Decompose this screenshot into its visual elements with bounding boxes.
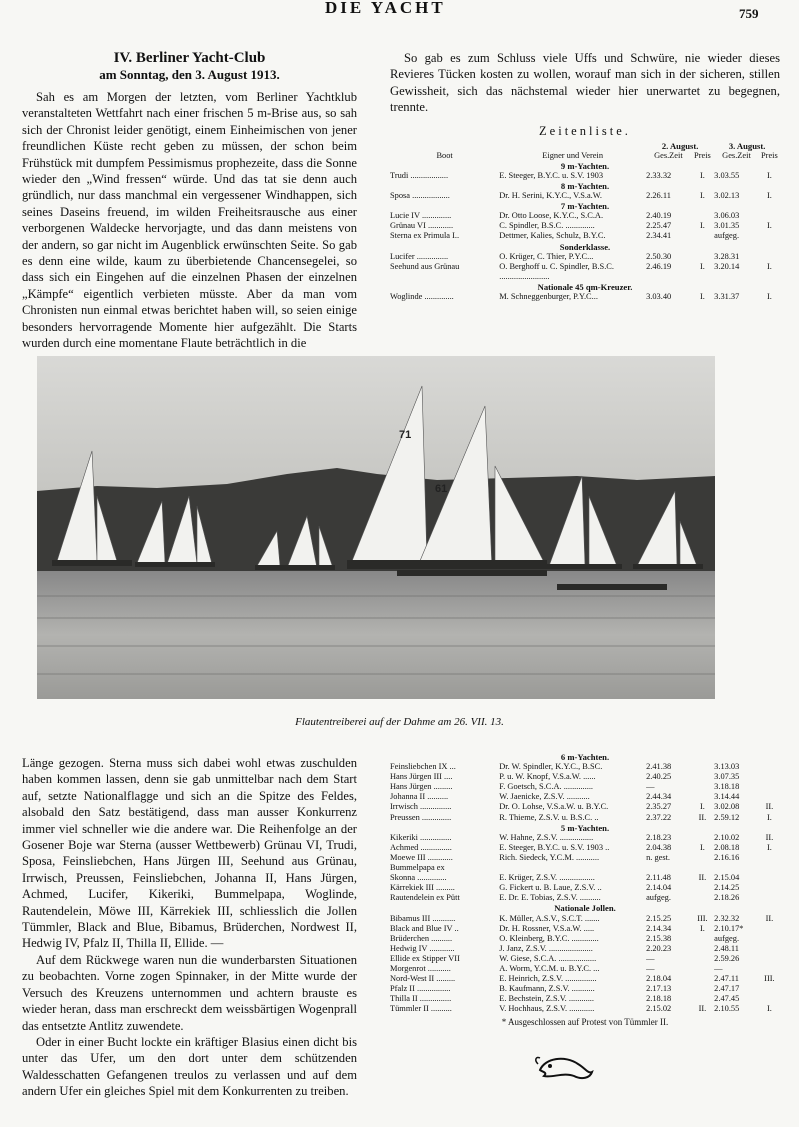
total-time-2-cell: 2.48.11 (714, 943, 739, 953)
article-subtitle: am Sonntag, den 3. August 1913. (99, 67, 280, 82)
total-time-2-cell: 3.02.13 (714, 191, 740, 201)
prize-2-cell: II. (765, 802, 774, 812)
total-time-1-cell: n. gest. (646, 852, 671, 862)
boat-name-cell: Kärrekiek III ......... (390, 883, 455, 893)
results-row (390, 211, 780, 221)
prize-2-cell (759, 984, 780, 994)
results-class-heading-row (390, 242, 780, 252)
total-time-1-cell: 2.15.02 (646, 1004, 672, 1014)
total-time-1-cell: 2.50.30 (646, 251, 672, 261)
boat-name-cell: Skonna .............. (390, 873, 447, 883)
results-row (390, 191, 780, 201)
owner-club-cell: W. Jaenicke, Z.S.V. ........... (499, 792, 590, 802)
prize-2-cell: I. (766, 292, 772, 302)
boat-name-cell: Lucifer ............... (390, 251, 449, 261)
total-time-2-cell (714, 863, 759, 873)
owner-club-cell: E. Krüger, Z.S.V. ................. (499, 873, 595, 883)
total-time-1-cell: aufgeg. (646, 893, 671, 903)
prize-1-cell (691, 944, 714, 954)
date-column-2: 3. August. (728, 140, 766, 151)
prize-2-cell: I. (766, 170, 772, 180)
boat-name-cell: Sterna ex Primula I.. (390, 231, 460, 241)
column-header-prize-2: Preis (761, 150, 778, 160)
prize-2-cell (759, 924, 780, 934)
results-row (390, 873, 780, 883)
prize-2-cell (759, 863, 780, 873)
regatta-photo-image (37, 356, 715, 699)
results-class-heading-row (390, 161, 780, 171)
prize-2-cell (759, 893, 780, 903)
total-time-2-cell: 3.31.37 (714, 292, 740, 302)
boat-name-cell: Lucie IV .............. (390, 211, 452, 221)
owner-club-cell: M. Schneggenburger, P.Y.C... (499, 292, 598, 302)
prize-1-cell (691, 974, 714, 984)
boat-name-cell: Kikeriki ............... (390, 832, 452, 842)
boat-name-cell: Hans Jürgen ......... (390, 782, 453, 792)
results-header-row (390, 151, 780, 161)
prize-2-cell (759, 211, 780, 221)
total-time-1-cell: 2.18.04 (646, 974, 672, 984)
prize-1-cell: II. (698, 812, 707, 822)
prize-2-cell (759, 873, 780, 883)
total-time-2-cell: 3.03.55 (714, 170, 740, 180)
prize-1-cell: I. (699, 842, 705, 852)
owner-club-cell: F. Goetsch, S.C.A. .............. (499, 782, 594, 792)
total-time-2-cell: 3.02.08 (714, 802, 740, 812)
owner-club-cell: Dr. H. Serini, K.Y.C., V.S.a.W. (499, 191, 602, 201)
results-row (390, 813, 780, 823)
total-time-2-cell: 2.10.17* (714, 923, 744, 933)
total-time-2-cell: 3.01.35 (714, 221, 740, 231)
total-time-1-cell: 2.18.23 (646, 832, 672, 842)
prize-1-cell: I. (699, 221, 705, 231)
owner-club-cell: E. Steeger, B.Y.C. u. S.V. 1903 (499, 170, 604, 180)
owner-club-cell: P. u. W. Knopf, V.S.a.W. ...... (499, 772, 596, 782)
results-class-heading-row (390, 181, 780, 191)
sail-number-label: 61 (435, 483, 448, 495)
total-time-1-cell: 2.40.25 (646, 772, 672, 782)
owner-club-cell: A. Worm, Y.C.M. u. B.Y.C. ... (499, 963, 600, 973)
prize-1-cell (691, 954, 714, 964)
prize-2-cell (759, 792, 780, 802)
total-time-2-cell: 3.28.31 (714, 251, 740, 261)
owner-club-cell: W. Giese, S.C.A. .................. (499, 953, 597, 963)
prize-1-cell (691, 833, 714, 843)
results-row (390, 944, 780, 954)
total-time-2-cell: 2.47.11 (714, 974, 739, 984)
article-paragraph: Länge gezogen. Sterna muss sich dabei wohl etwas zuschulden haben kommen lassen, denn sie gab unmittelbar nach dem Start auf, setzte Nationalflagge und sich an die Spitze des Feldes, alsobald den Satz bestätigend, dass man ausser Konkurrenz immer viel schneller wie die andere war. Die Reihenfolge an der Gosener Boje war Sterna (ausser Wettbewerb) Grünau VI, Trudi, Sposa, Feinsliebchen, Hans Jürgen III, Seehund aus Grünau, Irrwisch, Preussen, Feinsliebchen, Johanna II, Hans Jürgen, Achmed, Lucifer, Kikeriki, Bummelpapa, Woglinde, Rautendelein, Möwe III, Kärrekiek III, schliesslich die Jollen Tümmler, Black and Blue, Bibamus, Brüderchen, Nordwest II, Hedwig IV, Pfalz II, Thilla II, Ellide. — (22, 756, 357, 951)
results-class-heading-row (390, 752, 780, 762)
total-time-2-cell: 2.15.04 (714, 873, 740, 883)
zeitenliste-title: Zeitenliste. (539, 123, 631, 138)
prize-2-cell (759, 762, 780, 772)
total-time-2-cell: 2.59.12 (714, 812, 740, 822)
prize-2-cell (759, 252, 780, 262)
results-row (390, 262, 780, 282)
owner-club-cell: V. Hochhaus, Z.S.V. ............ (499, 1004, 595, 1014)
results-row (390, 833, 780, 843)
total-time-1-cell: 2.25.47 (646, 221, 672, 231)
boat-name-cell: Preussen .............. (390, 812, 452, 822)
results-row (390, 252, 780, 262)
total-time-1-cell: 2.18.18 (646, 994, 672, 1004)
total-time-2-cell: 3.13.03 (714, 762, 740, 772)
boat-name-cell: Ellide ex Stipper VII (390, 953, 460, 963)
total-time-1-cell: 2.34.41 (646, 231, 672, 241)
prize-1-cell: II. (698, 873, 707, 883)
prize-2-cell (759, 954, 780, 964)
results-class-heading: Nationale 45 qm-Kreuzer. (537, 281, 633, 292)
prize-1-cell: I. (699, 802, 705, 812)
results-class-heading-row (390, 903, 780, 913)
boat-name-cell: Trudi .................. (390, 170, 449, 180)
prize-1-cell (691, 762, 714, 772)
prize-2-cell: I. (766, 842, 772, 852)
total-time-1-cell: 2.26.11 (646, 191, 671, 201)
boat-name-cell: Tümmler II .......... (390, 1004, 452, 1014)
boat-name-cell: Nord-West II ......... (390, 974, 456, 984)
prize-1-cell: I. (699, 923, 705, 933)
total-time-1-cell: — (646, 953, 655, 963)
total-time-1-cell: 2.20.23 (646, 943, 672, 953)
prize-2-cell (759, 231, 780, 241)
total-time-2-cell: 2.59.26 (714, 953, 740, 963)
prize-1-cell (691, 934, 714, 944)
total-time-2-cell: 2.16.16 (714, 852, 740, 862)
article-paragraph: Sah es am Morgen der letzten, vom Berliner Yachtklub veranstalteten Wettfahrt nach einer frischen 5 m-Brise aus, so sah sich der Chronist leider genötigt, einem Einheimischen von jener freundlichen Küste recht geben zu müssen, der schon beim Frühstück mit dumpfem Pessimismus prophezeite, dass die Sonne wieder den „Wind fressen“ würde. Und das tat sie denn auch gründlich, nur dass manchmal ein vergessener Windhappen, sich seines Daseins freuend, im wilden Freiheitsrausche aus einer verborgenen Waldecke hervorjagte, und das dann meistens von der andern, so gar nicht im Augenblick erwünschten Seite. So gab es denn eine wilde, kaum zu überbietende Chancensegelei, so dass sich ein Eingehen auf die einzelnen Phasen der einzelnen „Kämpfe“ eigentlich verbieten müsste. Aber da man vom Chronisten nun einmal etwas berichtet haben will, so seien einige besonders hervorragende Momente hier aufgezählt. Die Starts wurden durch eine momentane Flaute beträchtlich in die (22, 90, 357, 351)
total-time-1-cell: 2.17.13 (646, 984, 672, 994)
ornament-fish-icon (530, 1050, 600, 1085)
boat-name-cell: Woglinde .............. (390, 292, 454, 302)
boat-name-cell: Seehund aus Grünau (390, 261, 460, 271)
owner-club-cell: B. Kaufmann, Z.S.V. ........... (499, 984, 595, 994)
column-header-time-1: Ges.Zeit (654, 150, 683, 160)
total-time-2-cell: 2.10.55 (714, 1004, 740, 1014)
prize-1-cell (691, 883, 714, 893)
total-time-1-cell: — (646, 963, 655, 973)
prize-1-cell (691, 211, 714, 221)
article-column-left (22, 50, 357, 352)
owner-club-cell: O. Berghoff u. C. Spindler, B.S.C. ........................ (499, 261, 614, 281)
owner-club-cell: W. Hahne, Z.S.V. ................ (499, 832, 594, 842)
owner-club-cell: Dr. O. Lohse, V.S.a.W. u. B.Y.C. (499, 802, 609, 812)
prize-2-cell: II. (765, 913, 774, 923)
prize-1-cell: I. (699, 292, 705, 302)
results-date-row (390, 141, 780, 151)
prize-1-cell (691, 782, 714, 792)
boat-name-cell: Sposa .................. (390, 191, 450, 201)
article-title: IV. Berliner Yacht-Club (113, 50, 266, 66)
results-row (390, 974, 780, 984)
prize-2-cell (759, 782, 780, 792)
owner-club-cell: Dr. W. Spindler, K.Y.C., B.SC. (499, 762, 603, 772)
prize-2-cell: I. (766, 812, 772, 822)
results-row (390, 1004, 780, 1014)
column-header-prize-1: Preis (694, 150, 711, 160)
results-row (390, 914, 780, 924)
boat-name-cell: Irrwisch ............... (390, 802, 452, 812)
boat-name-cell: Brüderchen .......... (390, 933, 453, 943)
results-row (390, 924, 780, 934)
boat-name-cell: Bibamus III ........... (390, 913, 456, 923)
total-time-1-cell: 2.15.38 (646, 933, 672, 943)
page-number: 759 (739, 6, 759, 21)
prize-2-cell (759, 934, 780, 944)
column-header-time-2: Ges.Zeit (722, 150, 751, 160)
total-time-2-cell: 2.10.02 (714, 832, 740, 842)
prize-2-cell: I. (766, 221, 772, 231)
total-time-2-cell: 2.47.17 (714, 984, 740, 994)
results-row (390, 792, 780, 802)
date-column-1: 2. August. (661, 140, 699, 151)
total-time-1-cell: 2.04.38 (646, 842, 672, 852)
total-time-2-cell: 2.32.32 (714, 913, 740, 923)
results-row (390, 863, 780, 873)
boat-name-cell: Johanna II .......... (390, 792, 449, 802)
prize-1-cell: III. (697, 913, 708, 923)
total-time-2-cell: 2.47.45 (714, 994, 740, 1004)
total-time-1-cell: 2.14.04 (646, 883, 672, 893)
total-time-1-cell: 2.44.34 (646, 792, 672, 802)
total-time-1-cell: 2.40.19 (646, 211, 672, 221)
results-row (390, 984, 780, 994)
owner-club-cell: Dettmer, Kalies, Schulz, B.Y.C. (499, 231, 606, 241)
total-time-2-cell: 2.18.26 (714, 893, 740, 903)
boat-name-cell: Bummelpapa ex (390, 863, 445, 873)
results-row (390, 772, 780, 782)
prize-1-cell (691, 984, 714, 994)
regatta-photo (37, 356, 715, 699)
article-paragraph: Auf dem Rückwege waren nun die wunderbarsten Situationen zu beobachten. Vorne zogen Spinnaker, in der Mitte wurde der Versuch des Kreuzens unternommen und achtern brauste es wieder heran, dass man erschreckt dem weissbärtigen Wogenprall das entsetzte Antlitz zuwendete. (22, 952, 357, 1033)
results-row (390, 782, 780, 792)
boat-name-cell: Hedwig IV ............ (390, 943, 455, 953)
sail-number-label: 71 (399, 429, 412, 441)
total-time-2-cell: 3.14.44 (714, 792, 740, 802)
results-table (390, 141, 780, 303)
prize-1-cell (691, 893, 714, 903)
owner-club-cell: K. Müller, A.S.V., S.C.T. ....... (499, 913, 600, 923)
total-time-1-cell: 2.11.48 (646, 873, 671, 883)
photo-caption: Flautentreiberei auf der Dahme am 26. VII. 13. (295, 716, 504, 728)
total-time-2-cell: aufgeg. (714, 933, 740, 943)
owner-club-cell: J. Janz, Z.S.V. ..................... (499, 943, 593, 953)
prize-2-cell (759, 772, 780, 782)
owner-club-cell: O. Krüger, C. Thier, P.Y.C... (499, 251, 594, 261)
total-time-1-cell (646, 863, 691, 873)
boat-name-cell: Feinsliebchen IX ... (390, 762, 456, 772)
prize-1-cell (691, 252, 714, 262)
results-footnote: * Ausgeschlossen auf Protest von Tümmler II. (501, 1017, 669, 1028)
results-row (390, 802, 780, 812)
prize-1-cell: I. (699, 170, 705, 180)
prize-2-cell: I. (766, 261, 772, 271)
owner-club-cell: Dr. H. Rossner, V.S.a.W. ..... (499, 923, 595, 933)
owner-club-cell: G. Fickert u. B. Laue, Z.S.V. .. (499, 883, 602, 893)
total-time-2-cell: 2.08.18 (714, 842, 740, 852)
total-time-1-cell: — (646, 782, 655, 792)
prize-2-cell (759, 853, 780, 863)
total-time-1-cell: 2.41.38 (646, 762, 672, 772)
results-class-heading: Nationale Jollen. (554, 903, 616, 914)
total-time-2-cell: — (714, 963, 723, 973)
total-time-2-cell: 3.20.14 (714, 261, 740, 271)
ornament-fish-icon (530, 1050, 600, 1085)
prize-2-cell (759, 994, 780, 1004)
results-class-heading-row (390, 823, 780, 833)
total-time-1-cell: 2.35.27 (646, 802, 672, 812)
owner-club-cell: E. Bechstein, Z.S.V. ............ (499, 994, 594, 1004)
total-time-2-cell: 3.07.35 (714, 772, 740, 782)
results-row (390, 231, 780, 241)
article-column-left-continued (22, 755, 357, 1100)
prize-2-cell: I. (766, 1004, 772, 1014)
results-row (390, 883, 780, 893)
article-paragraph: So gab es zum Schluss viele Uffs und Schwüre, nie wieder dieses Revieres Tücken kosten zu wollen, worauf man sich in der sicheren, stillen Gewissheit, sich das nächstemal wieder hier unerwartet zu begegnen, trennte. (390, 51, 780, 115)
total-time-1-cell: 2.15.25 (646, 913, 672, 923)
prize-1-cell: I. (699, 261, 705, 271)
results-class-heading: 9 m-Yachten. (560, 160, 610, 171)
article-paragraph: Oder in einer Bucht lockte ein kräftiger Blasius einen dicht bis unter das Ufer, um den dort unter dem schützenden Waldesschatten Gefangenen treulos zu verlassen und auf dem andern Ufer ein gleiches Spiel mit dem Konkurrenten zu treiben. (22, 1034, 357, 1099)
total-time-1-cell: 3.03.40 (646, 292, 672, 302)
prize-2-cell: I. (766, 191, 772, 201)
prize-2-cell (759, 883, 780, 893)
total-time-2-cell: 3.06.03 (714, 211, 740, 221)
prize-1-cell (691, 853, 714, 863)
total-time-2-cell: 3.18.18 (714, 782, 740, 792)
boat-name-cell: Rautendelein ex Pütt (390, 893, 460, 903)
total-time-1-cell: 2.33.32 (646, 170, 672, 180)
prize-1-cell (691, 994, 714, 1004)
total-time-2-cell: 2.14.25 (714, 883, 740, 893)
results-row (390, 994, 780, 1004)
results-row (390, 843, 780, 853)
total-time-1-cell: 2.37.22 (646, 812, 672, 822)
owner-club-cell: Rich. Siedeck, Y.C.M. ........... (499, 852, 600, 862)
boat-name-cell: Moewe III ............ (390, 852, 453, 862)
results-row (390, 221, 780, 231)
boat-name-cell: Morgenrot ........... (390, 963, 451, 973)
owner-club-cell: Dr. Otto Loose, K.Y.C., S.C.A. (499, 211, 604, 221)
results-row (390, 171, 780, 181)
prize-1-cell (691, 863, 714, 873)
boat-name-cell: Grünau VI ............ (390, 221, 454, 231)
results-class-heading-row (390, 282, 780, 292)
results-class-heading: 7 m-Yachten. (560, 201, 610, 212)
total-time-1-cell: 2.14.34 (646, 923, 672, 933)
running-head (0, 0, 799, 22)
article-column-right (390, 50, 780, 302)
owner-club-cell: C. Spindler, B.S.C. .............. (499, 221, 595, 231)
column-header-owner: Eigner und Verein (542, 150, 604, 160)
boat-name-cell: Achmed ............... (390, 842, 452, 852)
results-row (390, 934, 780, 944)
results-class-heading-row (390, 201, 780, 211)
results-row (390, 292, 780, 302)
prize-1-cell (691, 231, 714, 241)
results-row (390, 853, 780, 863)
article-column-right-continued (390, 752, 780, 1027)
prize-1-cell: II. (698, 1004, 707, 1014)
results-row (390, 893, 780, 903)
results-class-heading: 5 m-Yachten. (560, 822, 610, 833)
results-class-heading: Sonderklasse. (559, 241, 611, 252)
column-header-boat: Boot (436, 150, 453, 160)
results-table-continued (390, 752, 780, 1014)
boat-name-cell: Pfalz II ................ (390, 984, 451, 994)
prize-2-cell: II. (765, 832, 774, 842)
owner-club-cell: E. Dr. E. Tobias, Z.S.V. .......... (499, 893, 601, 903)
results-class-heading: 6 m-Yachten. (560, 752, 610, 762)
prize-1-cell (691, 964, 714, 974)
prize-2-cell: III. (764, 974, 775, 984)
prize-2-cell (759, 964, 780, 974)
journal-title: DIE YACHT (325, 0, 446, 17)
boat-name-cell: Black and Blue IV .. (390, 923, 459, 933)
owner-club-cell (499, 863, 646, 873)
owner-club-cell: E. Steeger, B.Y.C. u. S.V. 1903 .. (499, 842, 610, 852)
boat-name-cell: Hans Jürgen III .... (390, 772, 453, 782)
results-class-heading: 8 m-Yachten. (560, 181, 610, 191)
owner-club-cell: E. Heinrich, Z.S.V. ............... (499, 974, 597, 984)
boat-name-cell: Thilla II ............... (390, 994, 452, 1004)
results-row (390, 964, 780, 974)
results-row (390, 954, 780, 964)
owner-club-cell: R. Thieme, Z.S.V. u. B.S.C. .. (499, 812, 599, 822)
prize-2-cell (759, 944, 780, 954)
prize-1-cell (691, 772, 714, 782)
prize-1-cell (691, 792, 714, 802)
prize-1-cell: I. (699, 191, 705, 201)
owner-club-cell: O. Kleinberg, B.Y.C. ............. (499, 933, 599, 943)
total-time-2-cell: aufgeg. (714, 231, 740, 241)
total-time-1-cell: 2.46.19 (646, 261, 672, 271)
results-row (390, 762, 780, 772)
